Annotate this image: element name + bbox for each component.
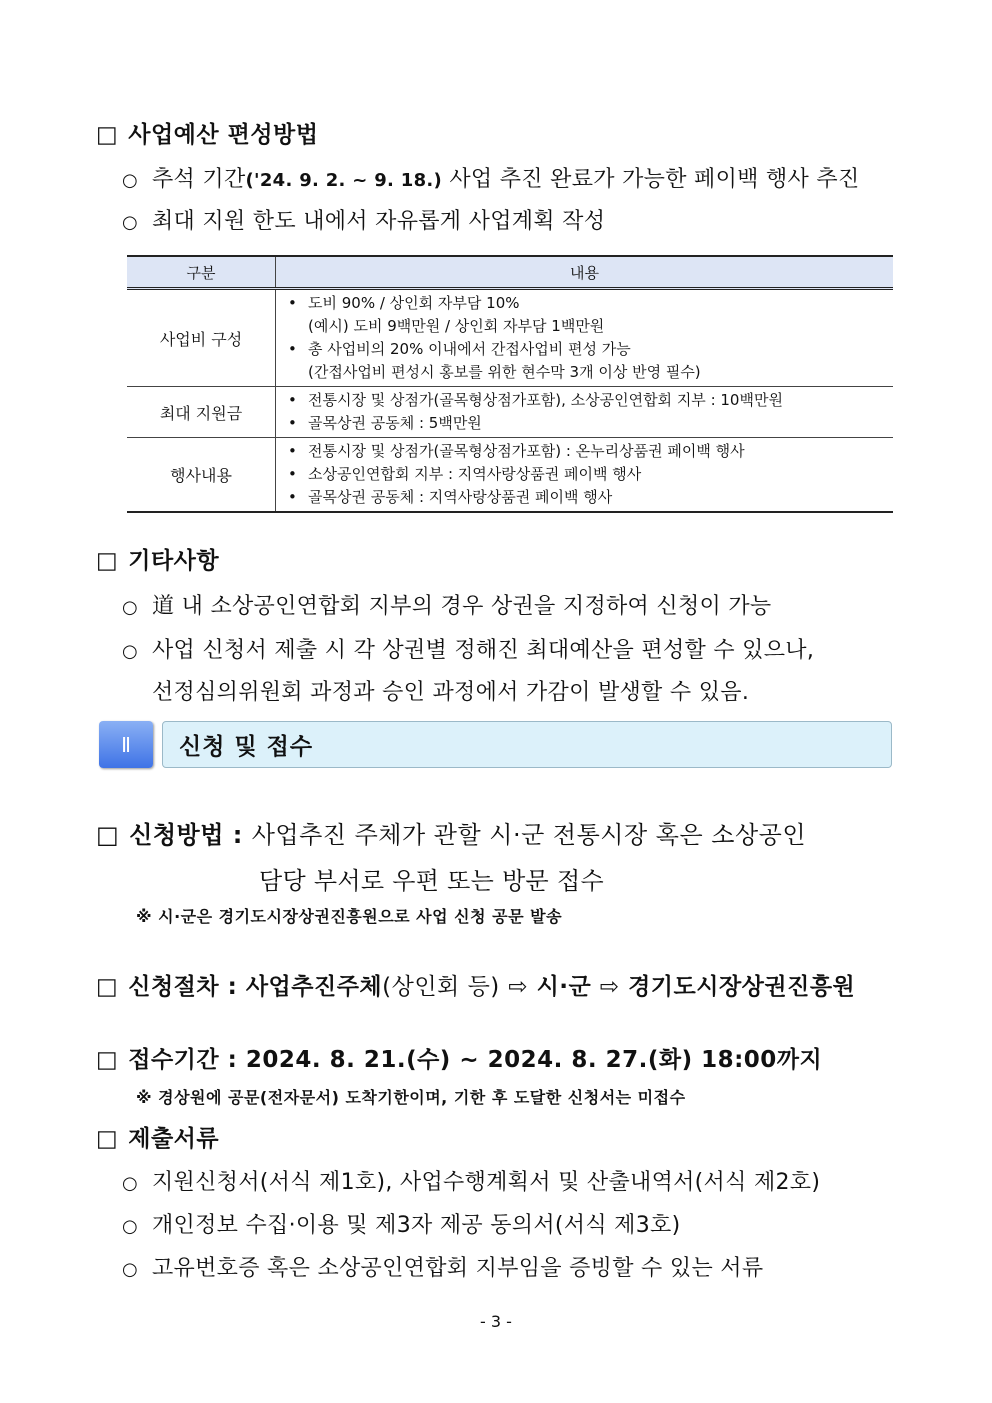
table-line: • 도비 90% / 상인회 자부담 10% [288, 292, 885, 315]
table-cell-category: 행사내용 [127, 438, 276, 513]
table-row [127, 387, 893, 438]
checkbox-square-icon: □ [96, 1126, 119, 1152]
list-item: ○ 사업 신청서 제출 시 각 상권별 정해진 최대예산을 편성할 수 있으나, [122, 638, 815, 663]
list-item: ○ 개인정보 수집·이용 및 제3자 제공 동의서(서식 제3호) [122, 1213, 681, 1238]
procedure: □ 신청절차 : 사업추진주체(상인회 등) ⇨ 시·군 ⇨ 경기도시장상권진흥원 [96, 974, 856, 1000]
dot-bullet-icon: • [288, 465, 297, 483]
table-cell-category: 사업비 구성 [127, 289, 276, 387]
table-row [127, 289, 893, 387]
table-header-row [127, 256, 893, 289]
list-item-continuation: 선정심의위원회 과정과 승인 과정에서 가감이 발생할 수 있음. [152, 680, 750, 705]
circle-bullet-icon: ○ [122, 212, 139, 233]
checkbox-square-icon: □ [96, 974, 119, 1000]
table-line: • 골목상권 공동체 : 5백만원 [288, 412, 885, 435]
page-number: - 3 - [480, 1312, 512, 1331]
table-cell-content [276, 387, 894, 438]
checkbox-square-icon: □ [96, 122, 119, 148]
dot-bullet-icon: • [288, 414, 297, 432]
table-line: • 총 사업비의 20% 이내에서 간접사업비 편성 가능 [288, 338, 885, 361]
section-heading-etc: □ 기타사항 [96, 548, 220, 574]
table-line: • 전통시장 및 상점가(골목형상점가포함) : 온누리상품권 페이백 행사 [288, 440, 885, 463]
circle-bullet-icon: ○ [122, 641, 139, 662]
dot-bullet-icon: • [288, 294, 297, 312]
dot-bullet-icon: • [288, 488, 297, 506]
reception-period-note: ※ 경상원에 공문(전자문서) 도착기한이며, 기한 후 도달한 신청서는 미접수 [136, 1088, 686, 1107]
section-heading-budget: □ 사업예산 편성방법 [96, 122, 319, 148]
apply-method-continuation: 담당 부서로 우편 또는 방문 접수 [259, 867, 604, 895]
apply-method-note: ※ 시·군은 경기도시장상권진흥원으로 사업 신청 공문 발송 [136, 907, 563, 926]
list-item: ○ 지원신청서(서식 제1호), 사업수행계획서 및 산출내역서(서식 제2호) [122, 1170, 821, 1195]
circle-bullet-icon: ○ [122, 1259, 139, 1280]
chapter-number-badge: Ⅱ [99, 721, 153, 768]
table-header-content: 내용 [276, 256, 894, 289]
table-cell-content [276, 289, 894, 387]
checkbox-square-icon: □ [96, 821, 120, 849]
table-cell-content [276, 438, 894, 513]
circle-bullet-icon: ○ [122, 1173, 139, 1194]
table-line: • 소상공인연합회 지부 : 지역사랑상품권 페이백 행사 [288, 463, 885, 486]
dot-bullet-icon: • [288, 340, 297, 358]
arrow-right-icon: ⇨ [599, 974, 620, 1000]
checkbox-square-icon: □ [96, 548, 119, 574]
list-item: ○ 추석 기간('24. 9. 2. ~ 9. 18.) 사업 추진 완료가 가능한 페이백 행사 추진 [122, 167, 860, 192]
circle-bullet-icon: ○ [122, 597, 139, 618]
table-line: (예시) 도비 9백만원 / 상인회 자부담 1백만원 [308, 317, 605, 335]
list-item: ○ 고유번호증 혹은 소상공인연합회 지부임을 증빙할 수 있는 서류 [122, 1256, 764, 1281]
table-row [127, 438, 893, 513]
table-header-category: 구분 [127, 256, 276, 289]
chapter-title: 신청 및 접수 [162, 721, 892, 768]
table-line: • 골목상권 공동체 : 지역사랑상품권 페이백 행사 [288, 486, 885, 509]
table-line: (간접사업비 편성시 홍보를 위한 현수막 3개 이상 반영 필수) [308, 363, 701, 381]
dot-bullet-icon: • [288, 442, 297, 460]
section-heading-documents: □ 제출서류 [96, 1126, 220, 1152]
reception-period: □ 접수기간 : 2024. 8. 21.(수) ~ 2024. 8. 27.(화) 18:00까지 [96, 1047, 823, 1073]
arrow-right-icon: ⇨ [508, 974, 529, 1000]
table-cell-category: 최대 지원금 [127, 387, 276, 438]
checkbox-square-icon: □ [96, 1047, 119, 1073]
dot-bullet-icon: • [288, 391, 297, 409]
circle-bullet-icon: ○ [122, 170, 139, 191]
budget-table [127, 255, 893, 513]
list-item: ○ 최대 지원 한도 내에서 자유롭게 사업계획 작성 [122, 209, 606, 234]
circle-bullet-icon: ○ [122, 1216, 139, 1237]
list-item: ○ 道 내 소상공인연합회 지부의 경우 상권을 지정하여 신청이 가능 [122, 594, 772, 619]
table-line: • 전통시장 및 상점가(골목형상점가포함), 소상공인연합회 지부 : 10백만원 [288, 389, 885, 412]
apply-method: □ 신청방법 : 사업추진 주체가 관할 시·군 전통시장 혹은 소상공인 [96, 821, 807, 849]
